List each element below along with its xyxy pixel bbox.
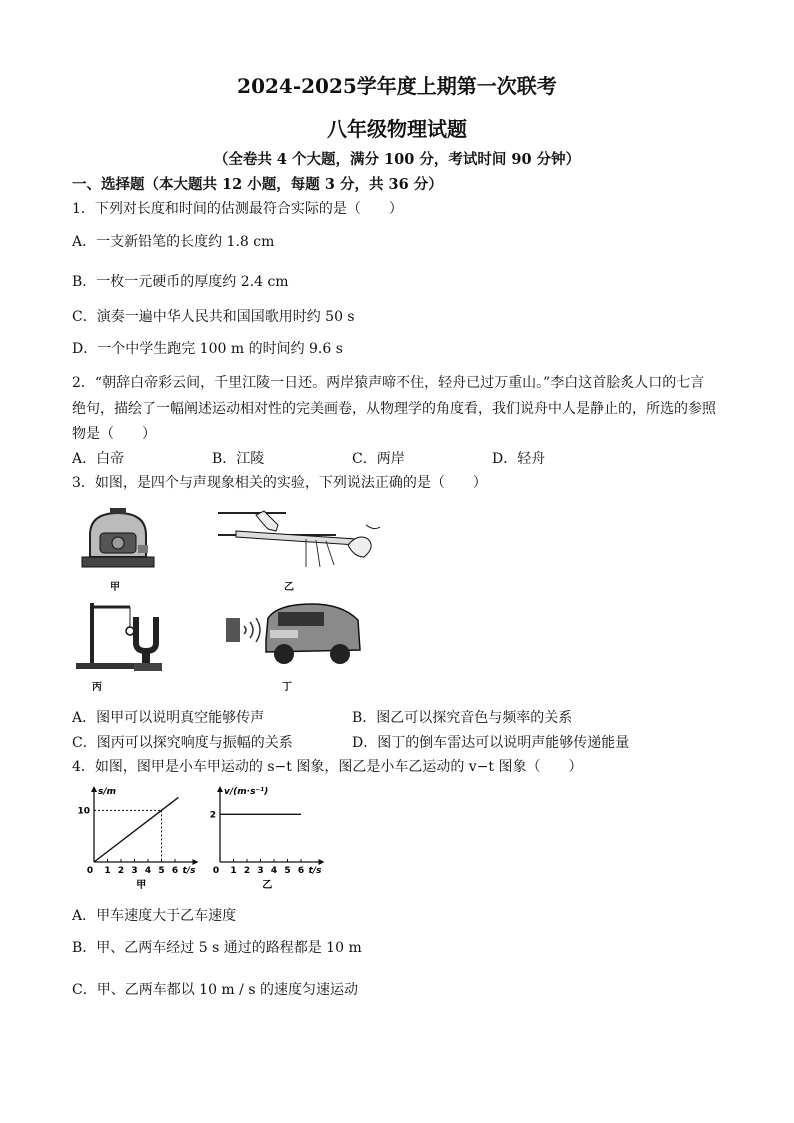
q3-option-b: B．图乙可以探究音色与频率的关系 — [352, 710, 573, 726]
figure-label-yi: 乙 — [284, 582, 294, 593]
figure-label-bing: 丙 — [92, 682, 102, 693]
x-tick-label: 5 — [158, 866, 165, 876]
q3-stem: 3．如图，是四个与声现象相关的实验，下列说法正确的是（ ） — [72, 475, 487, 491]
q1-option-b: B．一枚一元硬币的厚度约 2.4 cm — [72, 274, 289, 290]
chart-jia-s-t — [72, 780, 202, 892]
chart-caption: 乙 — [262, 880, 273, 891]
x-tick-label: 1 — [104, 866, 111, 876]
section-heading: 一、选择题（本大题共 12 小题，每题 3 分，共 36 分） — [72, 176, 443, 193]
exam-note: （全卷共 4 个大题，满分 100 分，考试时间 90 分钟） — [213, 151, 581, 168]
q2-option-a: A．白帝 — [72, 451, 125, 467]
x-tick-label: 4 — [144, 866, 152, 876]
x-tick-label: 4 — [270, 866, 278, 876]
y-tick-label: 2 — [209, 810, 216, 821]
x-tick-label: 1 — [230, 866, 237, 876]
x-axis-arrow — [319, 859, 325, 865]
x-tick-label: 3 — [131, 866, 138, 876]
exam-subtitle: 八年级物理试题 — [327, 117, 467, 141]
q2-line-2: 绝句，描绘了一幅阐述运动相对性的完美画卷，从物理学的角度看，我们说舟中人是静止的，所选的参照 — [72, 401, 716, 417]
figure-tuning-fork — [74, 597, 184, 675]
x-tick-label: 2 — [117, 866, 125, 876]
figure-ruler — [216, 505, 386, 575]
q4-option-b: B．甲、乙两车经过 5 s 通过的路程都是 10 m — [72, 940, 362, 956]
q4-stem: 4．如图，图甲是小车甲运动的 s−t 图象，图乙是小车乙运动的 v−t 图象（ ） — [72, 759, 583, 775]
q1-option-d: D．一个中学生跑完 100 m 的时间约 9.6 s — [72, 341, 343, 357]
x-tick-label: 6 — [297, 866, 305, 876]
q4-option-c: C．甲、乙两车都以 10 m / s 的速度匀速运动 — [72, 982, 358, 998]
x-tick-label: 3 — [257, 866, 264, 876]
y-axis-label: s/m — [98, 787, 117, 797]
figure-car-radar — [222, 600, 364, 668]
q2-option-b: B．江陵 — [212, 451, 265, 467]
x-tick-label: 2 — [243, 866, 251, 876]
chart-yi-v-t — [198, 780, 328, 892]
y-axis-label: v/(m·s⁻¹) — [224, 787, 269, 797]
q1-option-c: C．演奏一遍中华人民共和国国歌用时约 50 s — [72, 309, 355, 325]
figure-bell-jar — [78, 505, 158, 575]
q4-option-a: A．甲车速度大于乙车速度 — [72, 908, 237, 924]
q1-option-a: A．一支新铅笔的长度约 1.8 cm — [72, 234, 275, 250]
q1-stem: 1．下列对长度和时间的估测最符合实际的是（ ） — [72, 201, 403, 217]
q3-option-d: D．图丁的倒车雷达可以说明声能够传递能量 — [352, 735, 630, 751]
q2-line-1: 2．“朝辞白帝彩云间，千里江陵一日还。两岸猿声啼不住，轻舟已过万重山。”李白这首脍炙人口的七言 — [72, 375, 705, 391]
figure-label-ding: 丁 — [282, 682, 292, 693]
chart-caption: 甲 — [136, 880, 147, 891]
q3-option-a: A．图甲可以说明真空能够传声 — [72, 710, 265, 726]
x-axis-label: t/s — [308, 866, 322, 876]
x-tick-label: 5 — [284, 866, 291, 876]
series-line — [94, 797, 178, 862]
exam-title: 2024-2025学年度上期第一次联考 — [237, 74, 557, 98]
y-tick-label: 10 — [77, 806, 90, 817]
x-axis-label: t/s — [182, 866, 196, 876]
figure-label-jia: 甲 — [110, 582, 120, 593]
q2-option-c: C．两岸 — [352, 451, 405, 467]
y-axis-arrow — [217, 786, 223, 792]
q2-line-3: 物是（ ） — [72, 426, 156, 442]
q2-option-d: D．轻舟 — [492, 451, 546, 467]
q3-option-c: C．图丙可以探究响度与振幅的关系 — [72, 735, 293, 751]
x-tick-label: 0 — [212, 866, 220, 876]
x-tick-label: 0 — [86, 866, 94, 876]
x-tick-label: 6 — [171, 866, 179, 876]
y-axis-arrow — [91, 786, 97, 792]
